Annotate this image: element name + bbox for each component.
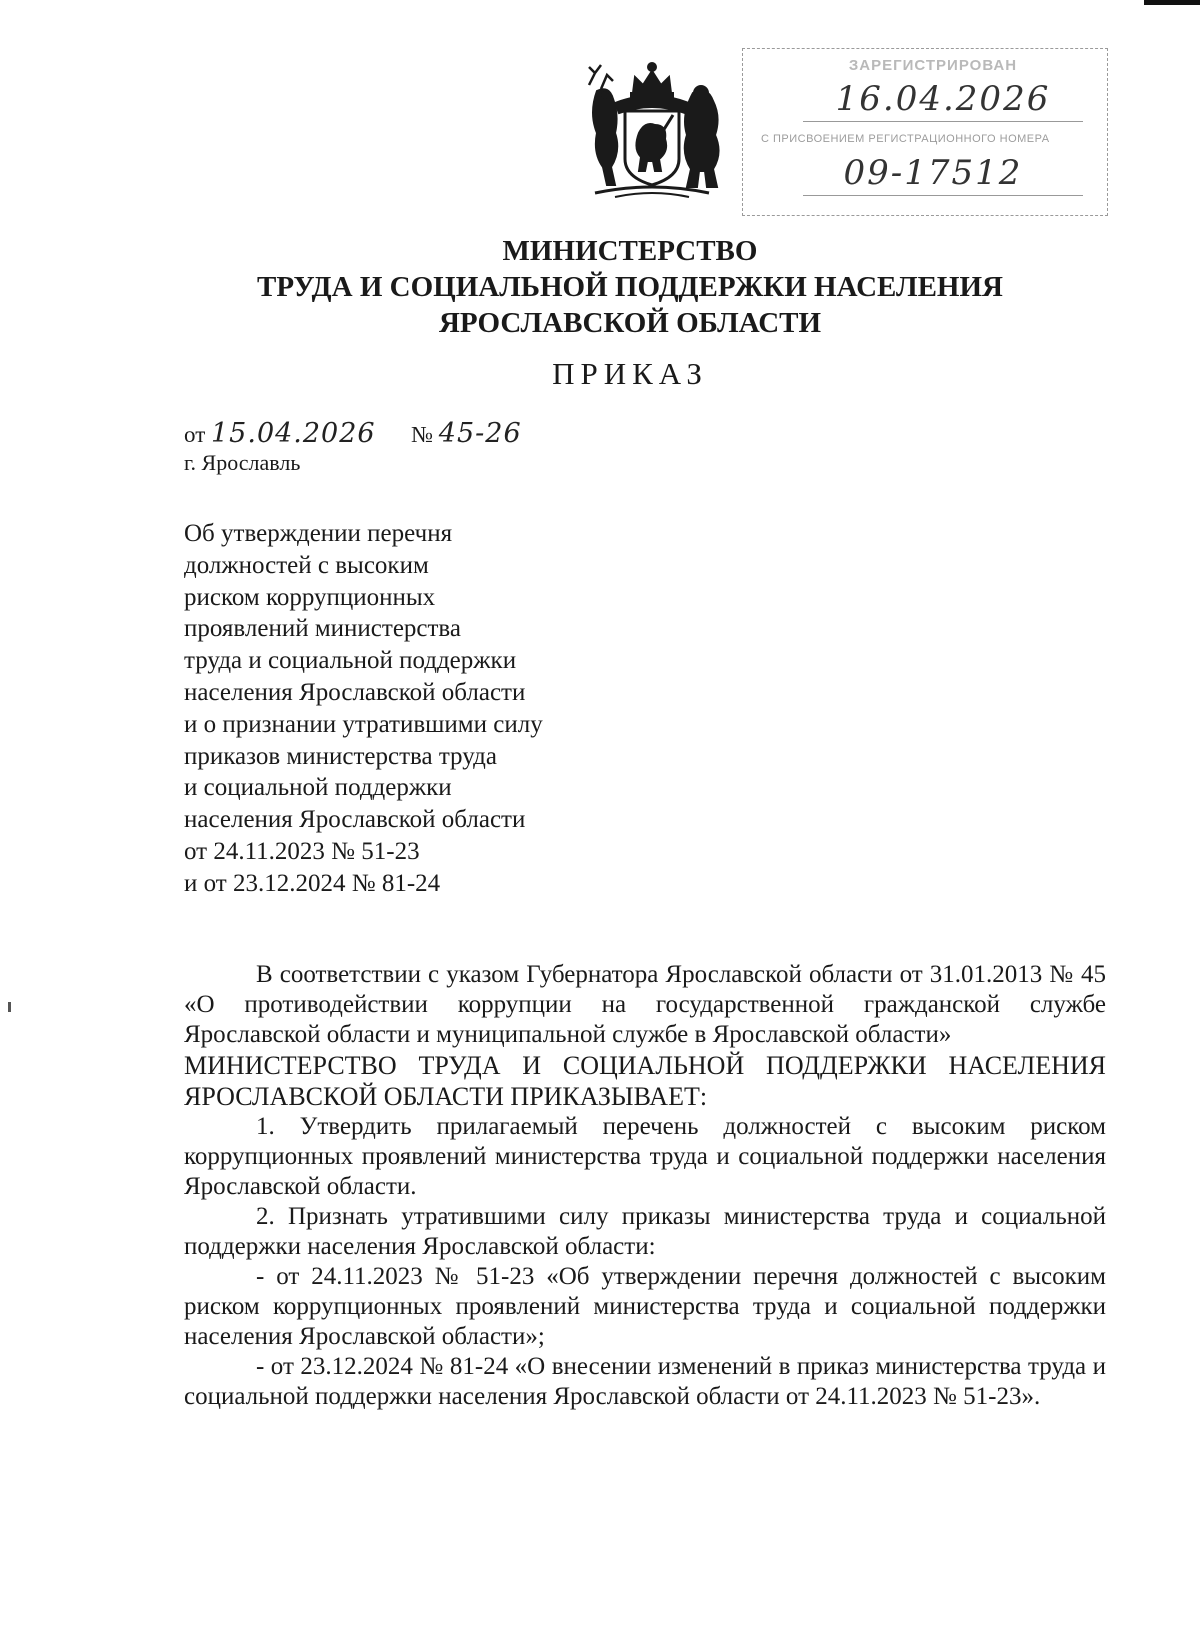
preamble-paragraph: В соответствии с указом Губернатора Ярославской области от 31.01.2013 № 45 «О противодействии коррупции на государственной гражданской службе Ярославской области и муниципальной службе в Ярославской области» [184,961,1106,1048]
item-1: 1. Утвердить прилагаемый перечень должностей с высоким риском коррупционных проявлений министерства труда и социальной поддержки населения Ярославской области. [184,1113,1106,1200]
subject-line: Об утверждении перечня [184,520,453,547]
subject-line: и социальной поддержки [184,774,452,802]
stamp-number: 09-17512 [843,153,1023,193]
subject-line: риском коррупционных [184,583,436,611]
scan-corner-mark [1144,0,1200,5]
order-number: 45-26 [438,418,522,449]
subject-line: должностей с высоким [184,551,429,579]
organization-title-line: ЯРОСЛАВСКОЙ ОБЛАСТИ [438,307,822,339]
stamp-divider [803,121,1083,122]
order-body [184,960,1106,1412]
item-2-sub-2: - от 23.12.2024 № 81-24 «О внесении изменений в приказ министерства труда и социальной поддержки населения Ярославской области от 24.11.2023 № 51-23». [184,1353,1106,1410]
coat-of-arms-icon [575,55,730,205]
item-2-sub-1: - от 24.11.2023 № 51-23 «Об утверждении перечня должностей с высоким риском коррупционных проявлений министерства труда и социальной поддержки населения Ярославской области»; [184,1263,1106,1350]
organization-title-line: ТРУДА И СОЦИАЛЬНОЙ ПОДДЕРЖКИ НАСЕЛЕНИЯ [257,271,1003,303]
number-prefix: № [411,422,434,447]
item-2: 2. Признать утратившими силу приказы министерства труда и социальной поддержки населения Ярославской области: [184,1203,1106,1260]
order-phrase: МИНИСТЕРСТВО ТРУДА И СОЦИАЛЬНОЙ ПОДДЕРЖКИ НАСЕЛЕНИЯ ЯРОСЛАВСКОЙ ОБЛАСТИ ПРИКАЗЫВАЕТ: [184,1051,1106,1111]
subject-line: от 24.11.2023 № 51-23 [184,837,420,865]
subject-line: труда и социальной поддержки [184,647,517,675]
registration-stamp [742,48,1108,216]
document-type: ПРИКАЗ [552,356,708,391]
subject-line: и о признании утратившими силу [184,710,543,738]
stamp-caption: С ПРИСВОЕНИЕМ РЕГИСТРАЦИОННОГО НОМЕРА [761,133,1050,145]
scan-margin-tick [8,1002,11,1012]
city: г. Ярославль [184,450,301,475]
order-subject [184,518,604,900]
organization-title [180,233,1080,341]
organization-title-line: МИНИСТЕРСТВО [502,235,758,267]
stamp-header: ЗАРЕГИСТРИРОВАН [848,57,1018,74]
order-date-number [184,418,522,449]
stamp-divider [803,195,1083,196]
subject-line: проявлений министерства [184,615,462,643]
subject-line: населения Ярославской области [184,806,526,834]
date-prefix: от [184,422,206,447]
order-date: 15.04.2026 [211,418,376,449]
subject-line: приказов министерства труда [184,742,497,770]
subject-line: населения Ярославской области [184,678,526,706]
stamp-date: 16.04.2026 [835,79,1051,119]
subject-line: и от 23.12.2024 № 81-24 [184,869,441,897]
